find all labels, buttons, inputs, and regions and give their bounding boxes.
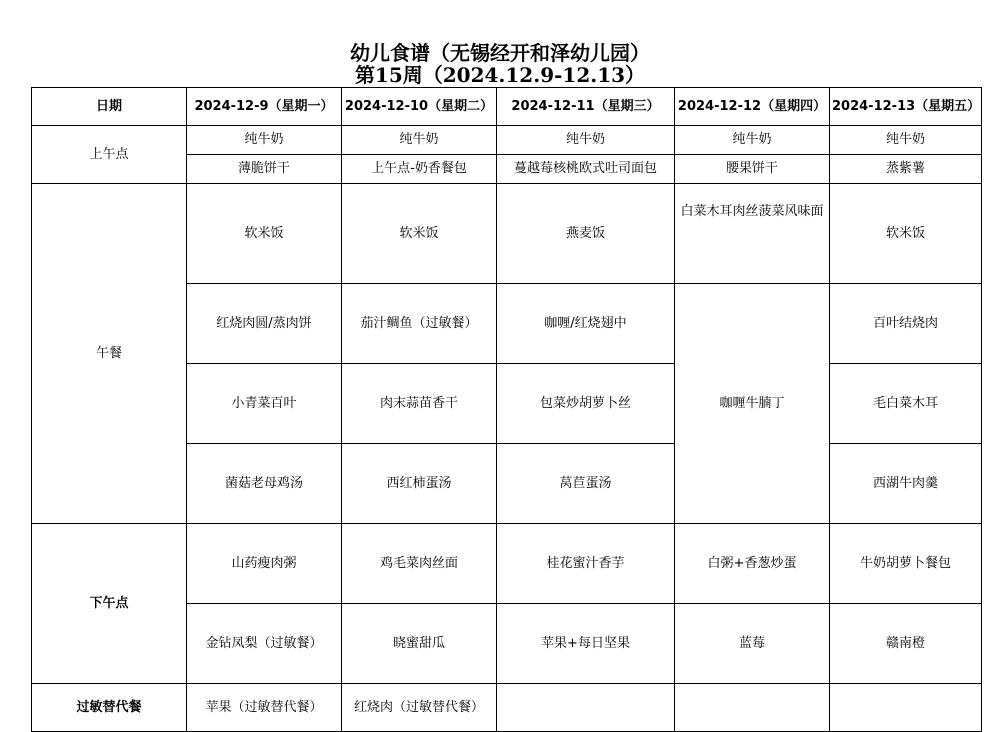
menu-cell: 苹果（过敏替代餐） <box>187 684 342 732</box>
menu-cell: 白菜木耳肉丝菠菜风味面 <box>675 184 830 284</box>
menu-cell <box>497 684 675 732</box>
menu-cell: 软米饭 <box>830 184 982 284</box>
menu-cell: 红烧肉（过敏替代餐） <box>342 684 497 732</box>
menu-cell: 茄汁鲷鱼（过敏餐） <box>342 284 497 364</box>
menu-week-subtitle: 第15周（2024.12.9-12.13） <box>354 63 646 87</box>
menu-cell <box>675 684 830 732</box>
menu-cell <box>830 684 982 732</box>
menu-cell: 晓蜜甜瓜 <box>342 604 497 684</box>
menu-cell: 百叶结烧肉 <box>830 284 982 364</box>
menu-cell: 肉末蒜苗香干 <box>342 364 497 444</box>
menu-cell: 莴苣蛋汤 <box>497 444 675 524</box>
menu-cell: 桂花蜜汁香芋 <box>497 524 675 604</box>
menu-cell: 包菜炒胡萝卜丝 <box>497 364 675 444</box>
day-header-fri: 2024-12-13（星期五） <box>830 88 982 126</box>
menu-cell: 毛白菜木耳 <box>830 364 982 444</box>
menu-cell: 西红柿蛋汤 <box>342 444 497 524</box>
menu-cell: 牛奶胡萝卜餐包 <box>830 524 982 604</box>
menu-cell: 纯牛奶 <box>830 126 982 155</box>
day-header-thu: 2024-12-12（星期四） <box>675 88 830 126</box>
header-row <box>32 88 982 126</box>
menu-cell: 咖喱/红烧翅中 <box>497 284 675 364</box>
thursday-lunch-main: 咖喱牛腩丁 <box>675 284 830 524</box>
menu-cell: 小青菜百叶 <box>187 364 342 444</box>
weekly-menu-table <box>31 87 982 732</box>
afternoon-snack-label: 下午点 <box>32 524 187 684</box>
menu-cell: 纯牛奶 <box>187 126 342 155</box>
day-header-mon: 2024-12-9（星期一） <box>187 88 342 126</box>
menu-cell: 腰果饼干 <box>675 155 830 184</box>
menu-cell: 苹果+每日坚果 <box>497 604 675 684</box>
menu-cell: 白粥+香葱炒蛋 <box>675 524 830 604</box>
allergy-label: 过敏替代餐 <box>32 684 187 732</box>
day-header-tue: 2024-12-10（星期二） <box>342 88 497 126</box>
menu-cell: 蒸紫薯 <box>830 155 982 184</box>
menu-cell: 赣南橙 <box>830 604 982 684</box>
menu-cell: 金钻凤梨（过敏餐） <box>187 604 342 684</box>
menu-cell: 蔓越莓核桃欧式吐司面包 <box>497 155 675 184</box>
menu-cell: 红烧肉圆/蒸肉饼 <box>187 284 342 364</box>
menu-cell: 上午点-奶香餐包 <box>342 155 497 184</box>
allergy-row <box>32 684 982 732</box>
menu-cell: 鸡毛菜肉丝面 <box>342 524 497 604</box>
menu-title: 幼儿食谱（无锡经开和泽幼儿园） <box>350 41 650 65</box>
menu-cell: 蓝莓 <box>675 604 830 684</box>
day-header-wed: 2024-12-11（星期三） <box>497 88 675 126</box>
menu-cell: 纯牛奶 <box>342 126 497 155</box>
menu-cell: 山药瘦肉粥 <box>187 524 342 604</box>
menu-cell: 软米饭 <box>342 184 497 284</box>
afternoon-snack-row-1 <box>32 524 982 604</box>
lunch-label: 午餐 <box>32 184 187 524</box>
menu-cell: 菌菇老母鸡汤 <box>187 444 342 524</box>
menu-cell: 燕麦饭 <box>497 184 675 284</box>
date-header: 日期 <box>32 88 187 126</box>
menu-cell: 纯牛奶 <box>675 126 830 155</box>
menu-cell: 纯牛奶 <box>497 126 675 155</box>
lunch-row-1 <box>32 184 982 284</box>
morning-snack-row-1 <box>32 126 982 155</box>
menu-cell: 西湖牛肉羹 <box>830 444 982 524</box>
menu-cell: 薄脆饼干 <box>187 155 342 184</box>
morning-snack-label: 上午点 <box>32 126 187 184</box>
menu-cell: 软米饭 <box>187 184 342 284</box>
